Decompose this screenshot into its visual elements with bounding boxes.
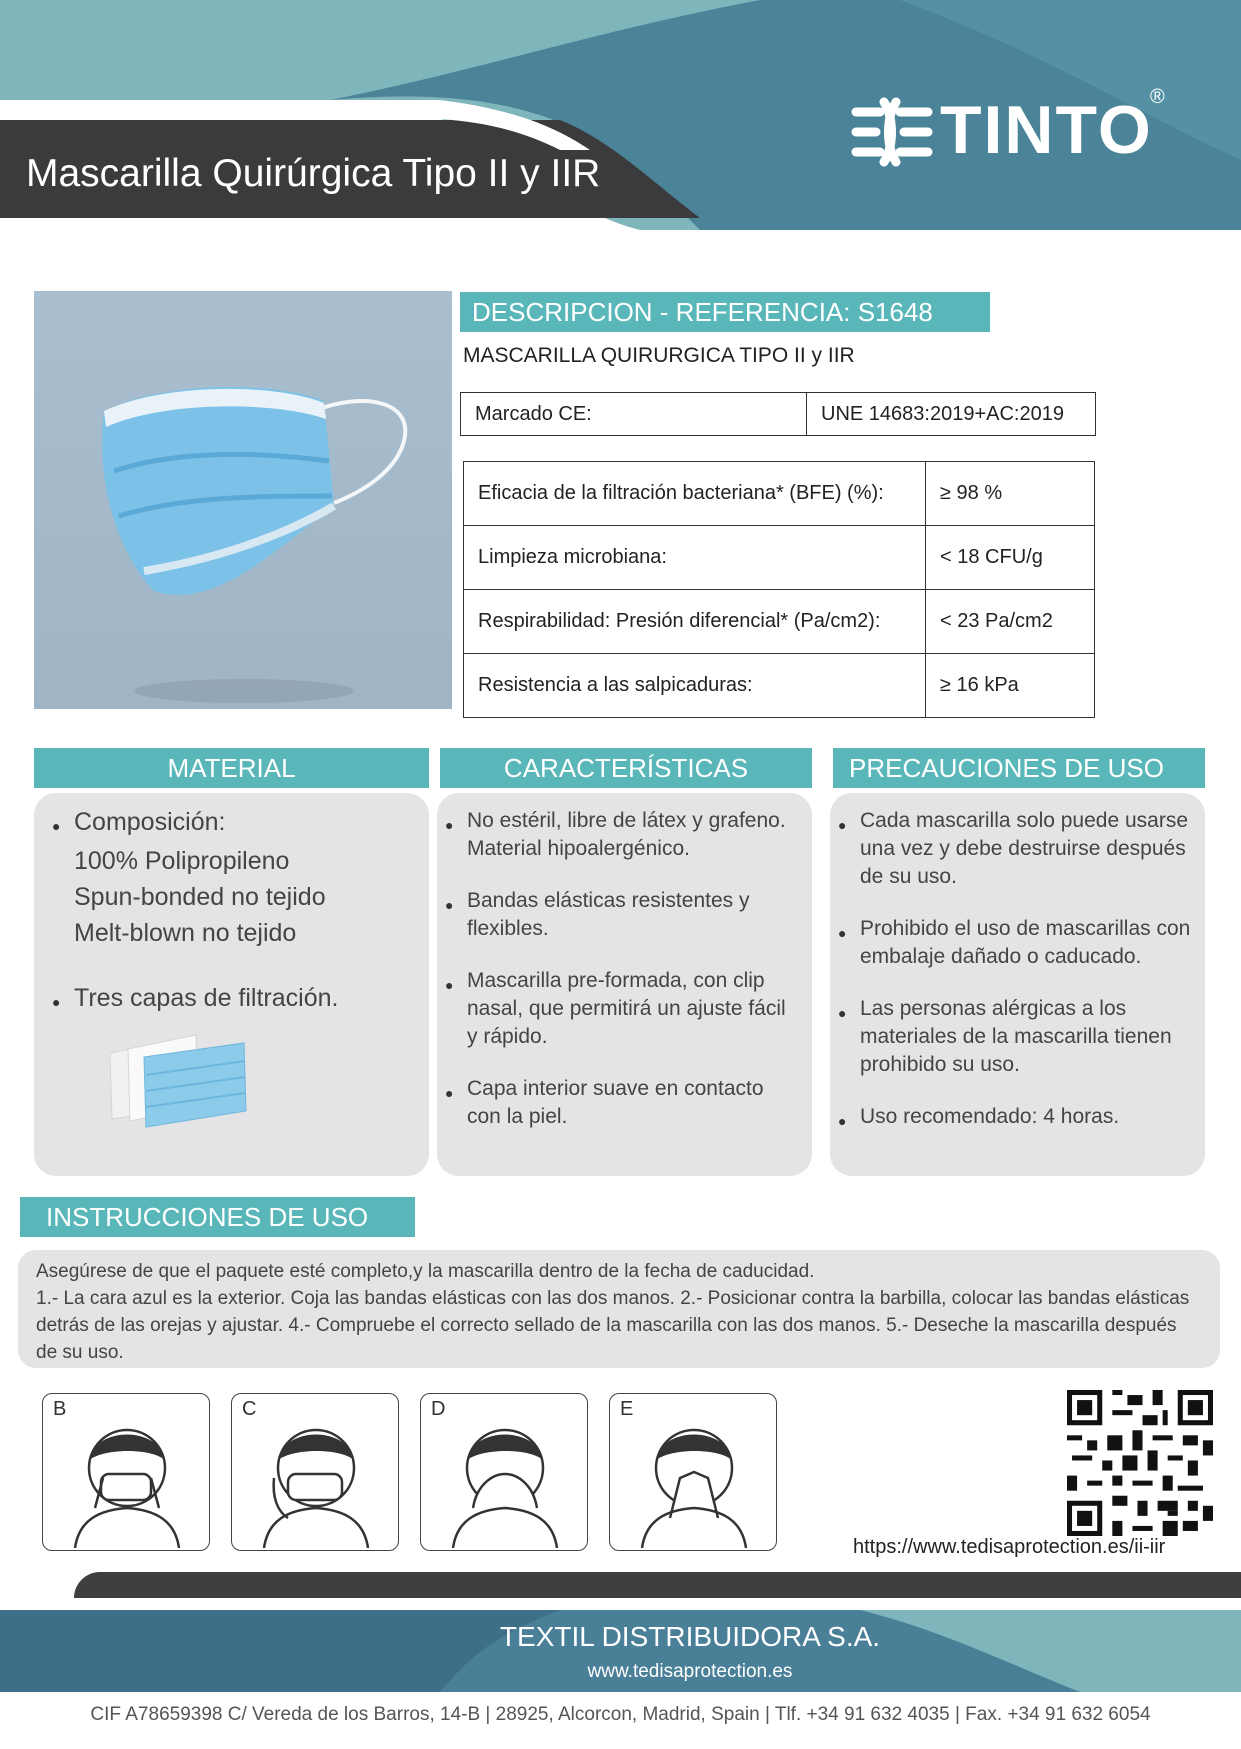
filter-layers-image [104, 1023, 254, 1133]
layers-text: Tres capas de filtración. [74, 984, 339, 1012]
list-item: ● Las personas alérgicas a los materiales de la mascarilla tienen prohibido su uso. [834, 995, 1200, 1079]
spec-row [464, 590, 1095, 654]
tinto-logo-icon [850, 94, 934, 170]
precauciones-panel [830, 793, 1205, 1176]
footer-divider [74, 1572, 1241, 1598]
list-item: ● Uso recomendado: 4 horas. [834, 1103, 1200, 1131]
precauciones-title: PRECAUCIONES DE USO [833, 748, 1205, 788]
product-image [34, 291, 452, 709]
step-letter: B [53, 1398, 67, 1420]
spec-value: ≥ 98 % [926, 462, 1095, 526]
spec-value: < 18 CFU/g [926, 526, 1095, 590]
company-website[interactable]: www.tedisaprotection.es [587, 1661, 793, 1682]
instrucciones-title: INSTRUCCIONES DE USO [20, 1197, 415, 1237]
material-title: MATERIAL [34, 748, 429, 788]
composition-item: Melt-blown no tejido [74, 919, 297, 947]
face-mask-icon [622, 1408, 764, 1548]
list-item: ● Cada mascarilla solo puede usarse una vez y debe destruirse después de su uso. [834, 807, 1200, 891]
list-item: ● Bandas elásticas resistentes y flexibles. [441, 887, 797, 943]
spec-label: Eficacia de la filtración bacteriana* (BFE) (%): [464, 462, 926, 526]
spec-label: Limpieza microbiana: [464, 526, 926, 590]
caracteristicas-title: CARACTERÍSTICAS [440, 748, 812, 788]
step-illustration [420, 1393, 588, 1551]
step-illustration [231, 1393, 399, 1551]
specs-table [463, 461, 1095, 718]
list-item [48, 805, 408, 839]
spec-row [464, 526, 1095, 590]
composition-item: Spun-bonded no tejido [74, 883, 326, 911]
product-name: MASCARILLA QUIRURGICA TIPO II y IIR [463, 344, 855, 367]
spec-label: Respirabilidad: Presión diferencial* (Pa/cm2): [464, 590, 926, 654]
caracteristicas-panel [437, 793, 812, 1176]
brand-name: TINTO [940, 92, 1153, 168]
composition-item: 100% Polipropileno [74, 847, 290, 875]
face-mask-icon [433, 1408, 575, 1548]
list-item: ● Capa interior suave en contacto con la piel. [441, 1075, 797, 1131]
description-title: DESCRIPCION - REFERENCIA: S1648 [460, 292, 990, 332]
instruction-intro: Asegúrese de que el paquete esté completo,y la mascarilla dentro de la fecha de caducidad. [36, 1261, 815, 1282]
spec-value: < 23 Pa/cm2 [926, 590, 1095, 654]
ce-label: Marcado CE: [461, 393, 807, 436]
list-item [48, 981, 408, 1015]
list-item: ● No estéril, libre de látex y grafeno. Material hipoalergénico. [441, 807, 797, 863]
instrucciones-panel [18, 1250, 1220, 1368]
step-letter: E [620, 1398, 634, 1420]
page-title: Mascarilla Quirúrgica Tipo II y IIR [26, 152, 601, 195]
qr-code [1067, 1390, 1213, 1536]
step-illustration [609, 1393, 777, 1551]
registered-mark: ® [1150, 86, 1165, 108]
step-letter: C [242, 1398, 257, 1420]
spec-row [464, 654, 1095, 718]
company-address: CIF A78659398 C/ Vereda de los Barros, 14-B | 28925, Alcorcon, Madrid, Spain | Tlf. +34 91 632 4035 | Fax. +34 91 632 6054 [90, 1704, 1151, 1725]
ce-value: UNE 14683:2019+AC:2019 [807, 393, 1096, 436]
spec-label: Resistencia a las salpicaduras: [464, 654, 926, 718]
company-name: TEXTIL DISTRIBUIDORA S.A. [499, 1621, 881, 1652]
composition-label: Composición: [74, 808, 226, 836]
material-panel [34, 793, 429, 1176]
face-mask-icon [55, 1408, 197, 1548]
qr-url-link[interactable]: https://www.tedisaprotection.es/ii-iir [853, 1536, 1166, 1558]
instruction-steps: 1.- La cara azul es la exterior. Coja las bandas elásticas con las dos manos. 2.- Posicionar contra la barbilla, colocar las bandas elásticas detrás de las orejas y ajustar. 4.- Compruebe el correcto sellado de la mascarilla con las dos manos. 5.- Deseche la mascarilla después de su uso. [36, 1288, 1190, 1363]
face-mask-icon [244, 1408, 386, 1548]
spec-row [464, 462, 1095, 526]
step-illustration [42, 1393, 210, 1551]
list-item: ● Prohibido el uso de mascarillas con embalaje dañado o caducado. [834, 915, 1200, 971]
list-item: ● Mascarilla pre-formada, con clip nasal, que permitirá un ajuste fácil y rápido. [441, 967, 797, 1051]
step-letter: D [431, 1398, 446, 1420]
ce-marking-table [460, 392, 1096, 436]
spec-value: ≥ 16 kPa [926, 654, 1095, 718]
